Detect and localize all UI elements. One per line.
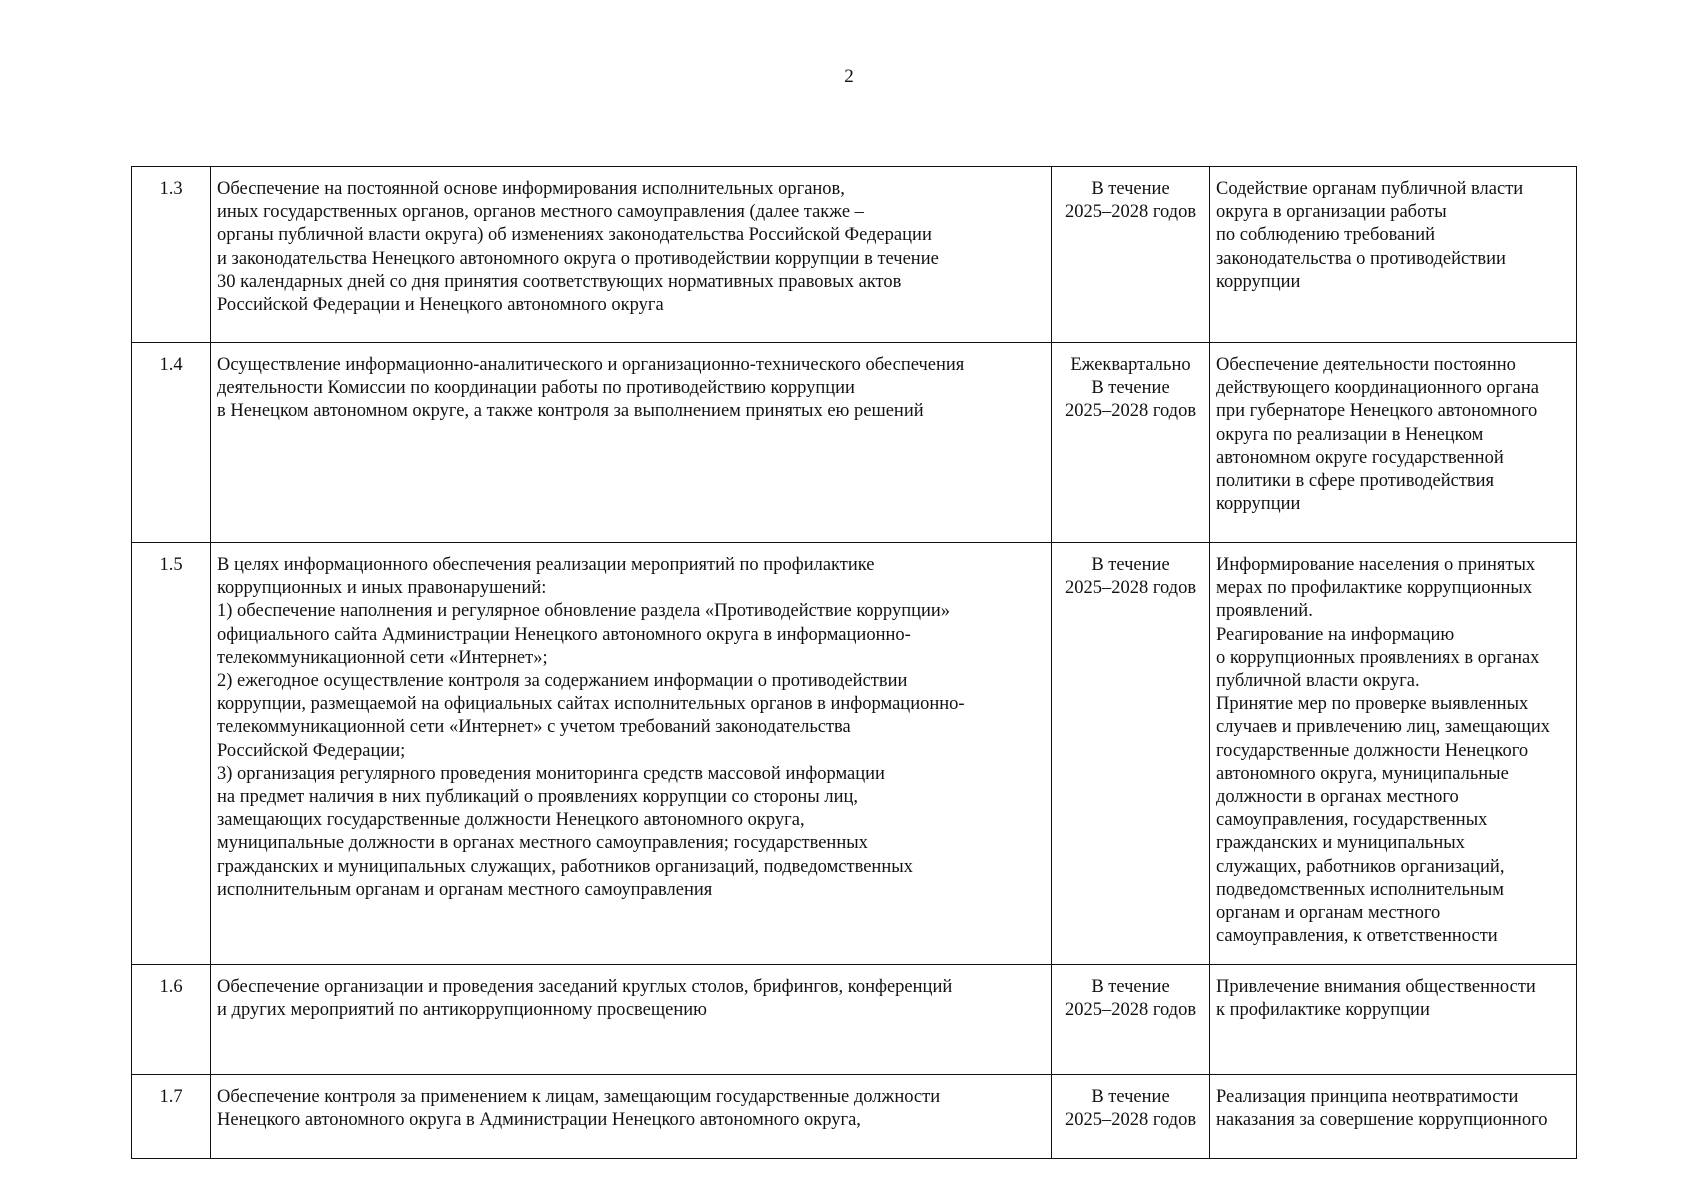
table-row: [132, 543, 1577, 965]
measure-text: Обеспечение на постоянной основе информирования исполнительных органов, иных государственных органов, органов местного самоуправления (далее также – органы публичной власти округа) об изменениях законодательства Российской Федерации и законодательства Ненецкого автономного округа о противодействии коррупции в течение 30 календарных дней со дня принятия соответствующих нормативных правовых актов Российской Федерации и Ненецкого автономного округа: [211, 167, 1052, 343]
measure-result: Привлечение внимания общественности к профилактике коррупции: [1210, 965, 1577, 1075]
row-number: 1.6: [132, 965, 211, 1075]
measure-text: Обеспечение контроля за применением к лицам, замещающим государственные должности Ненецкого автономного округа в Администрации Ненецкого автономного округа,: [211, 1075, 1052, 1159]
measure-result: Реализация принципа неотвратимости наказания за совершение коррупционного: [1210, 1075, 1577, 1159]
measure-text: В целях информационного обеспечения реализации мероприятий по профилактике коррупционных и иных правонарушений: 1) обеспечение наполнения и регулярное обновление раздела «Противодействие коррупции» официального сайта Администрации Ненецкого автономного округа в информационно- телекоммуникационной сети «Интернет»; 2) ежегодное осуществление контроля за содержанием информации о противодействии коррупции, размещаемой на официальных сайтах исполнительных органов в информационно- телекоммуникационной сети «Интернет» с учетом требований законодательства Российской Федерации; 3) организация регулярного проведения мониторинга средств массовой информации на предмет наличия в них публикаций о проявлениях коррупции со стороны лиц, замещающих государственные должности Ненецкого автономного округа, муниципальные должности в органах местного самоуправления; государственных гражданских и муниципальных служащих, работников организаций, подведомственных исполнительным органам и органам местного самоуправления: [211, 543, 1052, 965]
table-row: [132, 1075, 1577, 1159]
table-row: [132, 965, 1577, 1075]
row-number: 1.3: [132, 167, 211, 343]
measure-text: Осуществление информационно-аналитического и организационно-технического обеспечения деятельности Комиссии по координации работы по противодействию коррупции в Ненецком автономном округе, а также контроля за выполнением принятых ею решений: [211, 343, 1052, 543]
measures-table: [131, 166, 1577, 1159]
measure-term: В течение 2025–2028 годов: [1052, 1075, 1210, 1159]
measure-term: В течение 2025–2028 годов: [1052, 965, 1210, 1075]
table-row: [132, 167, 1577, 343]
row-number: 1.5: [132, 543, 211, 965]
row-number: 1.7: [132, 1075, 211, 1159]
measure-term: В течение 2025–2028 годов: [1052, 167, 1210, 343]
measure-result: Обеспечение деятельности постоянно действующего координационного органа при губернаторе Ненецкого автономного округа по реализации в Ненецком автономном округе государственной политики в сфере противодействия коррупции: [1210, 343, 1577, 543]
measure-result: Информирование населения о принятых мерах по профилактике коррупционных проявлений. Реагирование на информацию о коррупционных проявлениях в органах публичной власти округа. Принятие мер по проверке выявленных случаев и привлечению лиц, замещающих государственные должности Ненецкого автономного округа, муниципальные должности в органах местного самоуправления, государственных гражданских и муниципальных служащих, работников организаций, подведомственных исполнительным органам и органам местного самоуправления, к ответственности: [1210, 543, 1577, 965]
measure-term: Ежеквартально В течение 2025–2028 годов: [1052, 343, 1210, 543]
measure-result: Содействие органам публичной власти округа в организации работы по соблюдению требований законодательства о противодействии коррупции: [1210, 167, 1577, 343]
table-row: [132, 343, 1577, 543]
measure-text: Обеспечение организации и проведения заседаний круглых столов, брифингов, конференций и других мероприятий по антикоррупционному просвещению: [211, 965, 1052, 1075]
measure-term: В течение 2025–2028 годов: [1052, 543, 1210, 965]
page-number: 2: [844, 66, 854, 87]
row-number: 1.4: [132, 343, 211, 543]
